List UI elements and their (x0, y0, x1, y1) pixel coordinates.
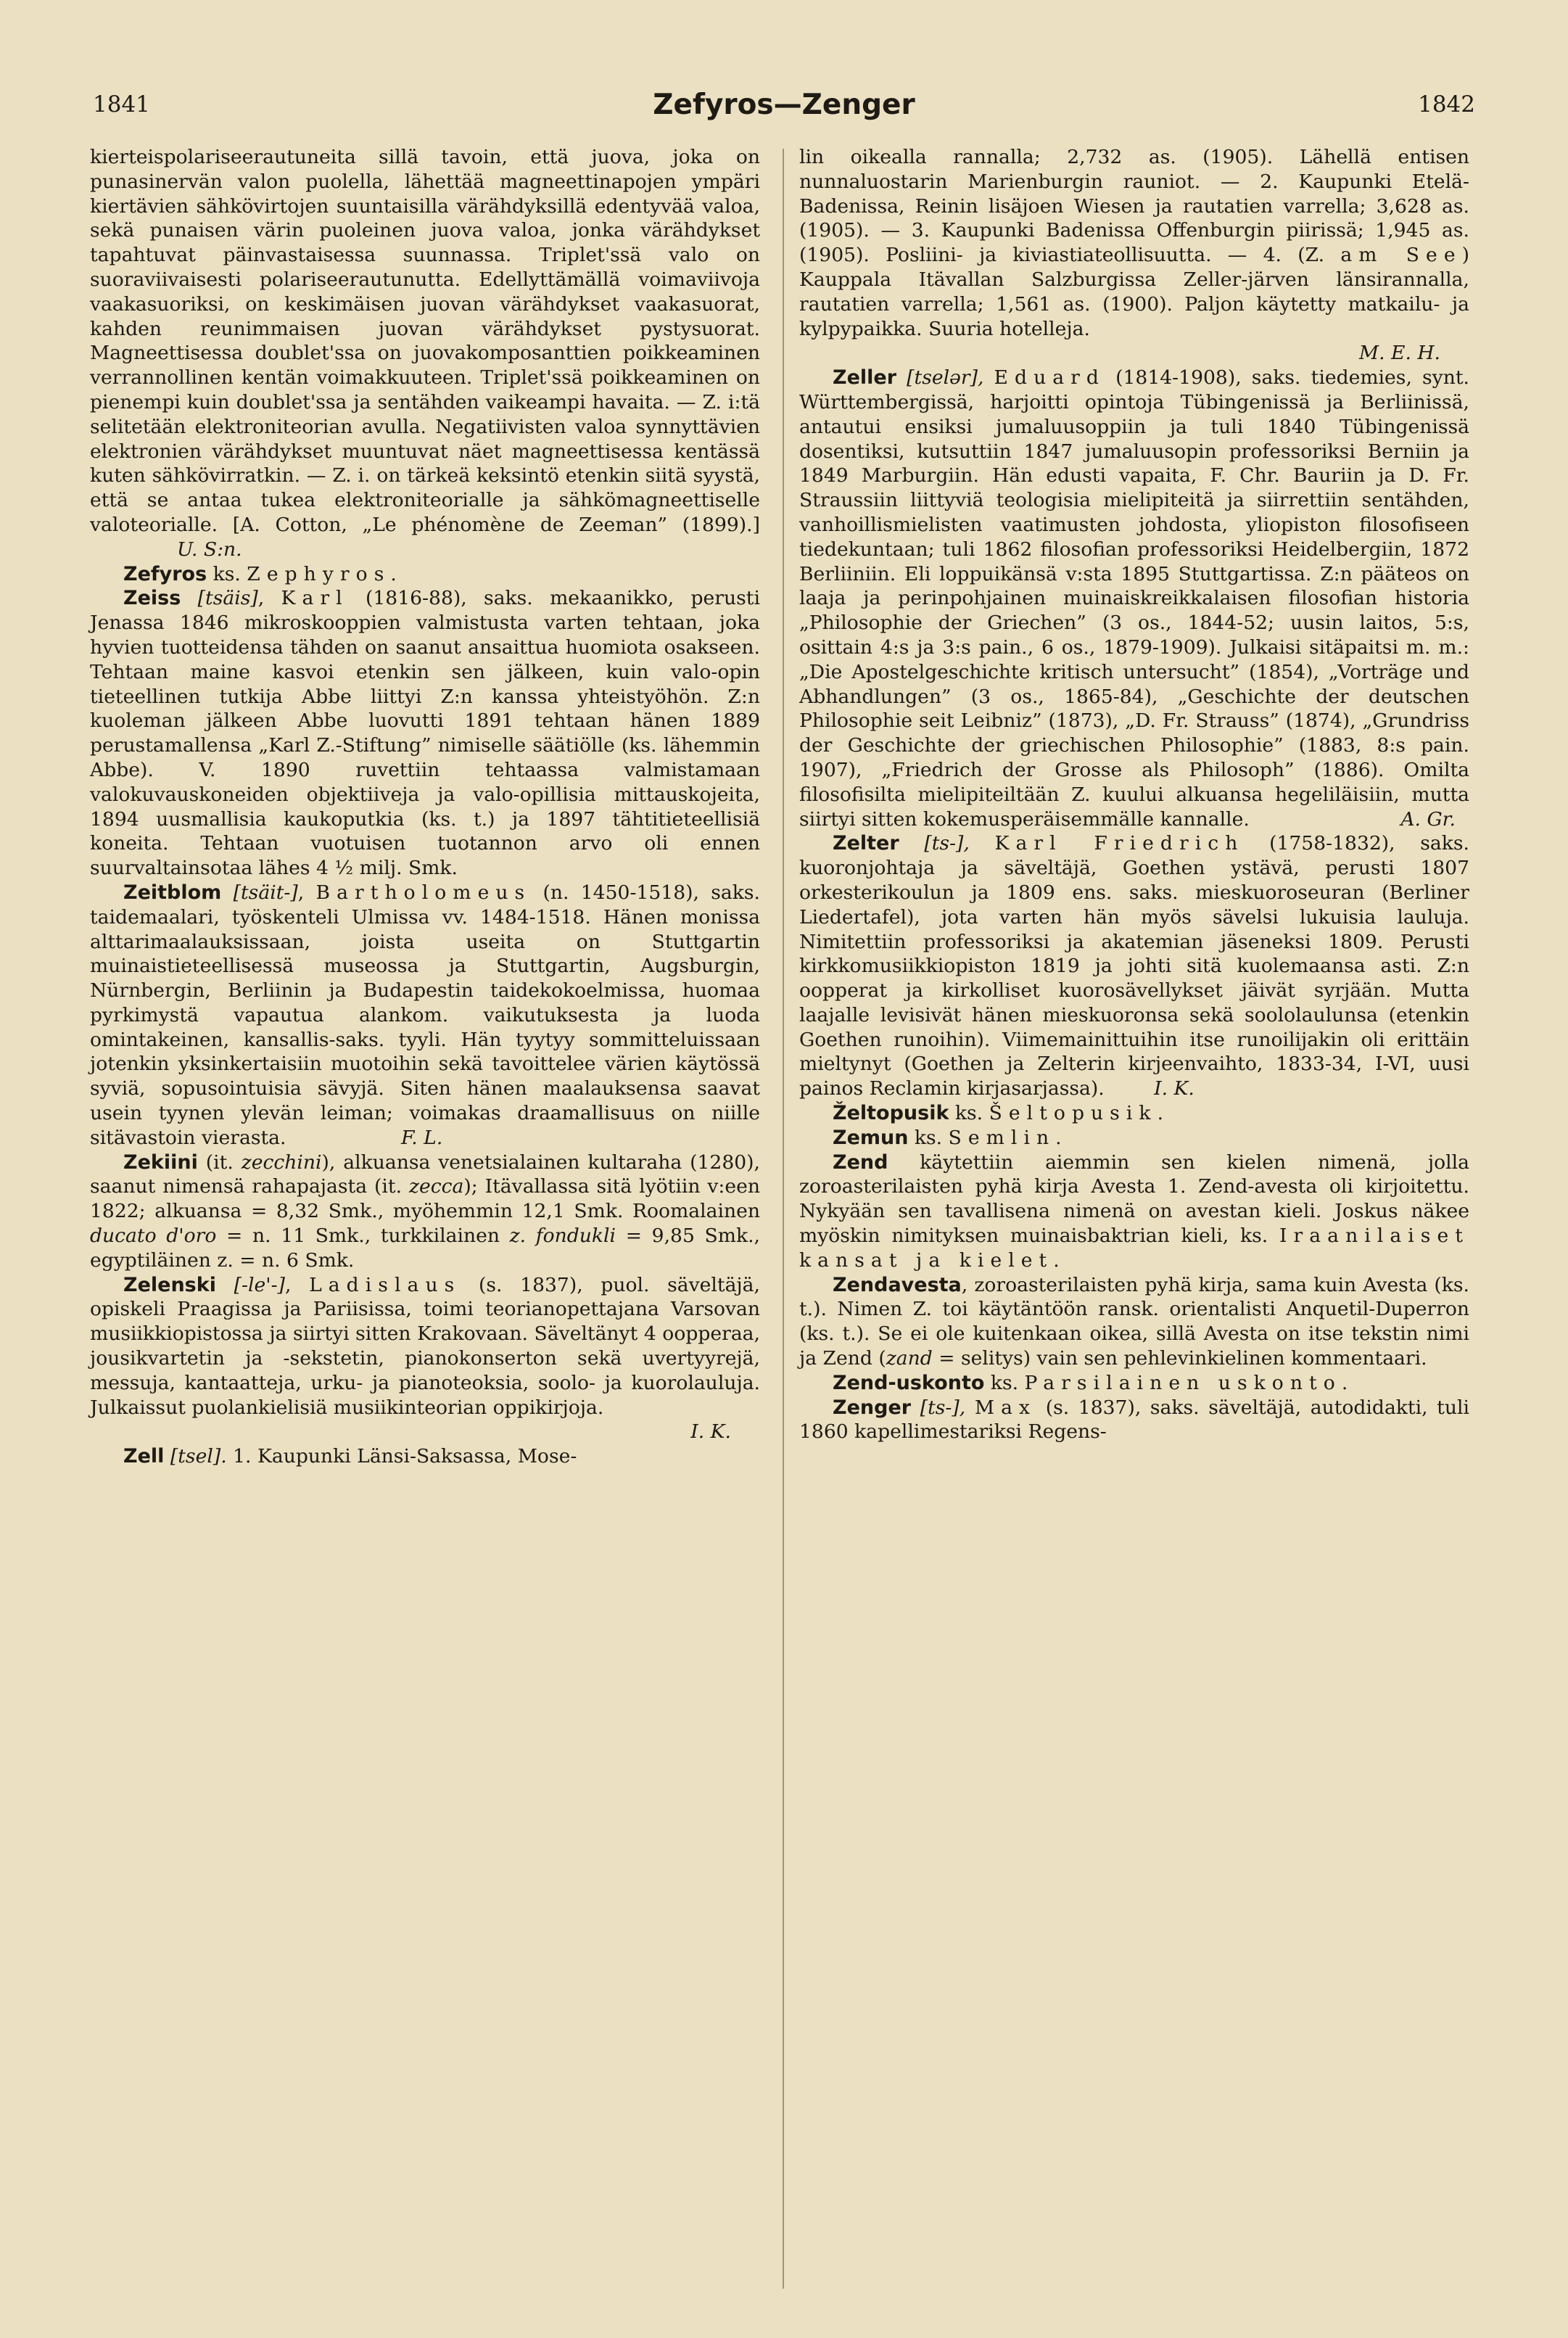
left-column (90, 145, 760, 2314)
signature: I. K. (690, 1420, 731, 1444)
right-column (799, 145, 1469, 2314)
headword: Zeller (833, 366, 897, 390)
headword: Zelter (833, 832, 899, 855)
page-number-left: 1841 (93, 91, 150, 118)
headword: Zeiss (123, 587, 181, 610)
entry-zendavesta: Zendavesta, zoroasterilaisten pyhä kirja, sama kuin Avesta (ks. t.). Nimen Z. toi käytäntöön ransk. orientalisti Anquetil-Duperron (ks. t.). Se ei ole kuitenkaan oikea, sillä Avesta on itse tekstin nimi ja Zend (zand = selitys) vain sen pehlevinkielinen kommentaari. (799, 1273, 1469, 1370)
headword: Zeitblom (123, 881, 222, 904)
running-title: Zefyros—Zenger (653, 89, 915, 121)
headword: Zefyros (123, 562, 207, 585)
entry-zend: Zend käytettiin aiemmin sen kielen nimenä, jolla zoroasterilaisten pyhä kirja Avesta 1. Zend-avesta oli kirjoitettu. Nykyään sen tavallisena nimenä on avestan kieli. Joskus näkee myöskin nimityksen muinaisbaktrian kieli, ks. Iraanilaiset kansat ja kielet. (799, 1151, 1469, 1272)
signature: A. Gr. (1400, 807, 1456, 831)
page-header (87, 91, 1481, 129)
headword: Zekiini (123, 1151, 198, 1174)
column-divider (783, 149, 784, 2289)
headword: Zell (123, 1445, 165, 1468)
entry-zend-uskonto: Zend-uskonto ks. Parsilainen uskonto. (833, 1371, 1348, 1394)
signature: U. S:n. (177, 538, 242, 561)
entry-zeltopusik: Želtopusik ks. Šeltopusik. (833, 1102, 1164, 1125)
headword: Želtopusik (833, 1102, 949, 1125)
entry-zell: Zell [tsel]. 1. Kaupunki Länsi-Saksassa, Mose- (123, 1445, 577, 1468)
entry-zeitblom: Zeitblom [tsäit-], Bartholomeus (n. 1450-1518), saks. taidemaalari, työskenteli Ulmissa vv. 1484-1518. Hänen monissa alttarimaalauksissaan, joista useita on Stuttgartin muinaistieteellisessä museossa ja Stuttgartin, Augsburgin, Nürnbergin, Berliinin ja Budapestin taidekokoelmissa, huomaa pyrkimystä vapautua alankom. vaikutuksesta ja luoda omintakeinen, kansallis-saks. tyyli. Hän tyytyy sommitteluissaan jotenkin yksinkertaisiin muotoihin sekä tavoittelee värien käytössä syviä, sopusointuisia sävyjä. Siten hänen maalauksensa saavat usein tyynen ylevän leiman; voimakas draamallisuus on niille sitävastoin vierasta. F. L. (90, 881, 760, 1149)
headword: Zemun (833, 1126, 909, 1149)
entry-zeiss: Zeiss [tsäis], Karl (1816-88), saks. mekaanikko, perusti Jenassa 1846 mikroskooppien valmistusta varten tehtaan, joka hyvien tuotteidensa tähden on saanut ansaittua huomiota osakseen. Tehtaan maine kasvoi etenkin sen jälkeen, kuin valo-opin tieteellinen tutkija Abbe liittyi Z:n kanssa yhteistyöhön. Z:n kuoleman jälkeen Abbe luovutti 1891 tehtaan hänen 1889 perustamallensa „Karl Z.-Stiftung” nimiselle säätiölle (ks. lähemmin Abbe). V. 1890 ruvettiin tehtaassa valmistamaan valokuvauskoneiden objektiiveja ja valo-opillisia mittauskojeita, 1894 uusmallisia kaukoputkia (ks. t.) ja 1897 tähtitieteellisiä koneita. Tehtaan vuotuisen tuotannon arvo oli ennen suurvaltainsotaa lähes 4 ½ milj. Smk. (90, 587, 760, 880)
signature: M. E. H. (1358, 342, 1440, 365)
entry-zenger: Zenger [ts-], Max (s. 1837), saks. säveltäjä, autodidakti, tuli 1860 kapellimestariksi Regens- (799, 1396, 1469, 1444)
page-number-right: 1842 (1418, 91, 1475, 118)
entry-continuation: kierteispolariseerautuneita sillä tavoin, että juova, joka on punasinervän valon puolella, lähettää magneettinapojen ympäri kiertävien sähkövirtojen suuntaisilla värähdyksillä edentyvää valoa, sekä punaisen värin puoleinen juova valoa, jonka värähdykset tapahtuvat päinvastaisessa suunnassa. Triplet'ssä valo on suoraviivaisesti polariseerautunutta. Edellyttämällä voimaviivoja vaakasuoriksi, on keskimäisen juovan värähdykset vaakasuorat, kahden reunimmaisen juovan värähdykset pystysuorat. Magneettisessa doublet'ssa on juovakomposanttien poikkeaminen verrannollinen kentän voimakkuuteen. Triplet'ssä poikkeaminen on pienempi kuin doublet'ssa ja sentähden vaikeampi havaita. — Z. i:tä selitetään elektroniteorian avulla. Negatiivisten valoa synnyttävien elektronien värähdykset muuntuvat näet magneettisessa kentässä kuten sähkövirratkin. — Z. i. on tärkeä keksintö etenkin siitä syystä, että se antaa tukea elektroniteorialle ja sähkömagneettiselle valoteorialle. [A. Cotton, „Le phénomène de Zeeman” (1899).] U. S:n. (90, 146, 760, 561)
headword: Zelenski (123, 1273, 216, 1296)
entry-zefyros: Zefyros ks. Zephyros. (123, 562, 397, 585)
signature: F. L. (400, 1126, 443, 1149)
headword: Zend-uskonto (833, 1371, 985, 1394)
entry-zelter: Zelter [ts-], Karl Friedrich (1758-1832), saks. kuoronjohtaja ja säveltäjä, Goethen ystävä, perusti 1807 orkesterikoulun ja 1809 ens. saks. mieskuoroseuran (Berliner Liedertafel), jota varten hän myös sävelsi lukuisia lauluja. Nimitettiin professoriksi ja akatemian jäseneksi 1809. Perusti kirkkomusiikkiopiston 1819 ja johti sitä kuolemaansa asti. Z:n oopperat ja kirkolliset kuorosävellykset jäivät syrjään. Mutta laajalle levisivät hänen mieskuoronsa sekä soololaulunsa (etenkin Goethen runoihin). Viimemainittuihin itse runoilijakin oli erittäin mieltynyt (Goethen ja Zelterin kirjeenvaihto, 1833-34, I-VI, uusi painos Reclamin kirjasarjassa). I. K. (799, 832, 1469, 1100)
headword: Zenger (833, 1396, 912, 1419)
entry-zekiini: Zekiini (it. zecchini), alkuansa venetsialainen kultaraha (1280), saanut nimensä rahapajasta (it. zecca); Itävallassa sitä lyötiin v:een 1822; alkuansa = 8,32 Smk., myöhemmin 12,1 Smk. Roomalainen ducato d'oro = n. 11 Smk., turkkilainen z. fondukli = 9,85 Smk., egyptiläinen z. = n. 6 Smk. (90, 1151, 760, 1272)
headword: Zend (833, 1151, 888, 1174)
entry-zemun: Zemun ks. Semlin. (833, 1126, 1062, 1149)
headword: Zendavesta (833, 1273, 962, 1296)
entry-zeller: Zeller [tselər], Eduard (1814-1908), saks. tiedemies, synt. Württembergissä, harjoitti opintoja Tübingenissä ja Berliinissä, antautui ensiksi jumaluusoppiin ja tuli 1840 Tübingenissä dosentiksi, kutsuttiin 1847 jumaluusopin professoriksi Berniin ja 1849 Marburgiin. Hän edusti vapaita, F. Chr. Bauriin ja D. Fr. Straussiin liittyviä teologisia mielipiteitä ja siirrettiin sentähden, vanhoillismielisten vaatimusten johdosta, yliopiston filosofiseen tiedekuntaan; tuli 1862 filosofian professoriksi Heidelbergiin, 1872 Berliiniin. Eli loppuikänsä v:sta 1895 Stuttgartissa. Z:n pääteos on laaja ja perinpohjainen muinaiskreikkalaisen filosofian historia „Philosophie der Griechen” (3 os., 1844-52; uusin laitos, 5:s, osittain 4:s ja 3:s pain., 6 os., 1879-1909). Julkaisi sitäpaitsi m. m.: „Die Apostelgeschichte kritisch untersucht” (1854), „Vorträge und Abhandlungen” (3 os., 1865-84), „Geschichte der deutschen Philosophie seit Leibniz” (1873), „D. Fr. Strauss” (1874), „Grundriss der Geschichte der griechischen Philosophie” (1883, 8:s pain. 1907), „Friedrich der Grosse als Philosoph” (1886). Omilta filosofisilta mielipiteiltään Z. kuului alkuansa hegeliläisiin, mutta siirtyi sitten kokemusperäisemmälle kannalle. A. Gr. (799, 366, 1469, 831)
signature: I. K. (1154, 1077, 1194, 1100)
entry-zelenski: Zelenski [-le'-], Ladislaus (s. 1837), puol. säveltäjä, opiskeli Praagissa ja Pariisissa, toimi teorianopettajana Varsovan musiikkiopistossa ja siirtyi sitten Krakovaan. Säveltänyt 4 oopperaa, jousikvartetin ja -sekstetin, pianokonserton sekä uvertyyrejä, messuja, kantaatteja, urku- ja pianoteoksia, soolo- ja kuorolauluja. Julkaissut puolankielisiä musiikinteorian oppikirjoja. (90, 1273, 760, 1419)
entry-continuation: lin oikealla rannalla; 2,732 as. (1905). Lähellä entisen nunnaluostarin Marienburgin rauniot. — 2. Kaupunki Etelä-Badenissa, Reinin lisäjoen Wiesen ja rautatien varrella; 3,628 as. (1905). — 3. Kaupunki Badenissa Offenburgin piirissä; 1,945 as. (1905). Posliini- ja kiviastiateollisuutta. — 4. (Z. am See) Kauppala Itävallan Salzburgissa Zeller-järven länsirannalla, rautatien varrella; 1,561 as. (1900). Paljon käytetty matkailu- ja kylpypaikka. Suuria hotelleja. (799, 146, 1470, 340)
